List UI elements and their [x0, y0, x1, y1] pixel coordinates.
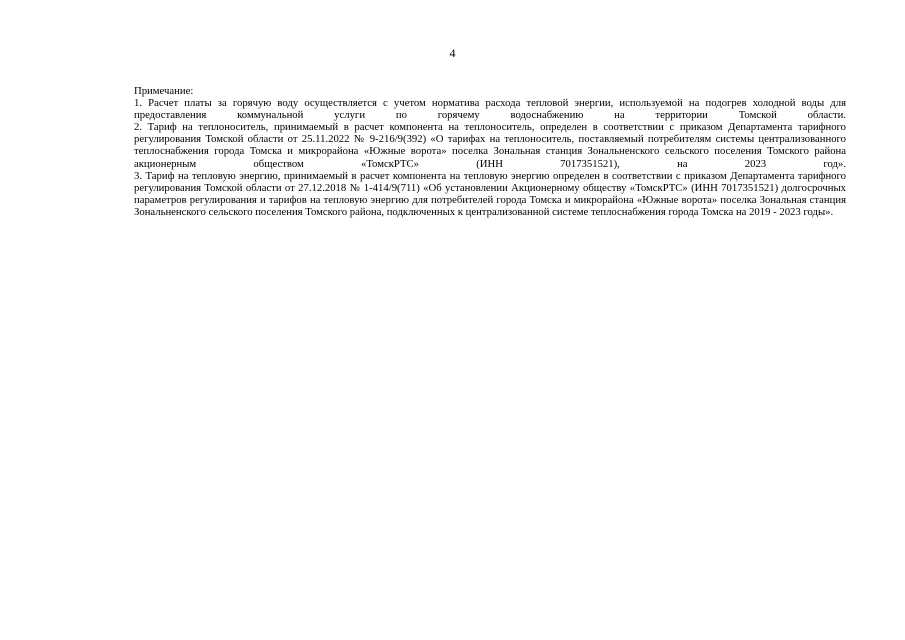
- notes-heading: Примечание:: [134, 85, 194, 97]
- note-item-3: 3. Тариф на тепловую энергию, принимаемый в расчет компонента на тепловую энергию определен в соответствии с приказом Департамента тарифного регулирования Томской области от 27.12.2018 № 1-414/9(711) «Об установлении Акционерному обществу «ТомскРТС» (ИНН 7017351521) долгосрочных параметров регулирования и тарифов на тепловую энергию для потребителей города Томска и микрорайона «Южные ворота» поселка Зональная станция Зональненского сельского поселения Томского района, подключенных к централизованной системе теплоснабжения города Томска на 2019 - 2023 годы».: [134, 169, 846, 218]
- note-item-1: 1. Расчет платы за горячую воду осуществляется с учетом норматива расхода тепловой энергии, используемой на подогрев холодной воды для предоставления коммунальной услуги по горячему водоснабжению на территории Томской области.: [134, 97, 846, 122]
- notes-section: [134, 85, 846, 218]
- note-item-2: 2. Тариф на теплоноситель, принимаемый в расчет компонента на теплоноситель, определен в соответствии с приказом Департамента тарифного регулирования Томской области от 25.11.2022 № 9-216/9(392) «О тарифах на теплоноситель, поставляемый потребителям системы централизованного теплоснабжения города Томска и микрорайона «Южные ворота» поселка Зональная станция Зональненского сельского поселения Томского района акционерным обществом «ТомскРТС» (ИНН 7017351521), на 2023 год».: [134, 121, 846, 170]
- page-number: 4: [449, 46, 456, 60]
